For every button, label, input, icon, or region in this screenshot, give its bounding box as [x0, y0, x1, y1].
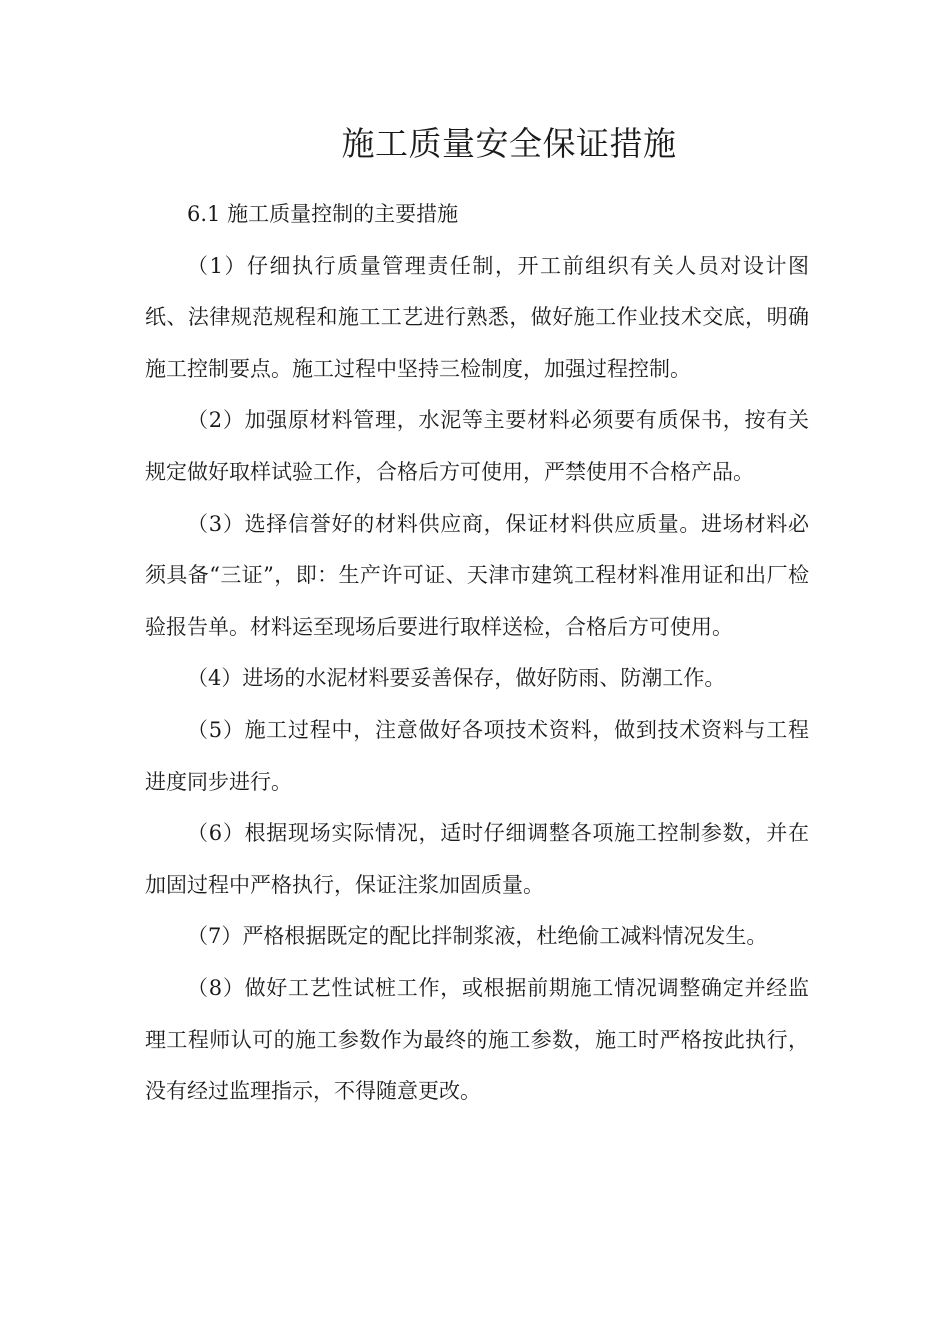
- paragraph-1: （1）仔细执行质量管理责任制，开工前组织有关人员对设计图纸、法律规范规程和施工工艺进行熟悉，做好施工作业技术交底，明确施工控制要点。施工过程中坚持三检制度，加强过程控制。: [145, 253, 809, 381]
- section-heading: 6.1 施工质量控制的主要措施: [187, 202, 459, 226]
- paragraph-8: （8）做好工艺性试桩工作，或根据前期施工情况调整确定并经监理工程师认可的施工参数作为最终的施工参数，施工时严格按此执行，没有经过监理指示，不得随意更改。: [145, 975, 809, 1104]
- paragraph-3: （3）选择信誉好的材料供应商，保证材料供应质量。进场材料必须具备“三证”，即：生产许可证、天津市建筑工程材料准用证和出厂检验报告单。材料运至现场后要进行取样送检，合格后方可使用。: [145, 511, 809, 639]
- page-title: 施工质量安全保证措施: [341, 124, 677, 163]
- paragraph-2: （2）加强原材料管理，水泥等主要材料必须要有质保书，按有关规定做好取样试验工作，合格后方可使用，严禁使用不合格产品。: [145, 408, 809, 484]
- paragraph-5: （5）施工过程中，注意做好各项技术资料，做到技术资料与工程进度同步进行。: [145, 717, 809, 794]
- document-body: [145, 189, 809, 1118]
- paragraph-6: （6）根据现场实际情况，适时仔细调整各项施工控制参数，并在加固过程中严格执行，保证注浆加固质量。: [145, 821, 809, 897]
- paragraph-7: （7）严格根据既定的配比拌制浆液，杜绝偷工减料情况发生。: [187, 924, 768, 949]
- paragraph-4: （4）进场的水泥材料要妥善保存，做好防雨、防潮工作。: [187, 666, 726, 691]
